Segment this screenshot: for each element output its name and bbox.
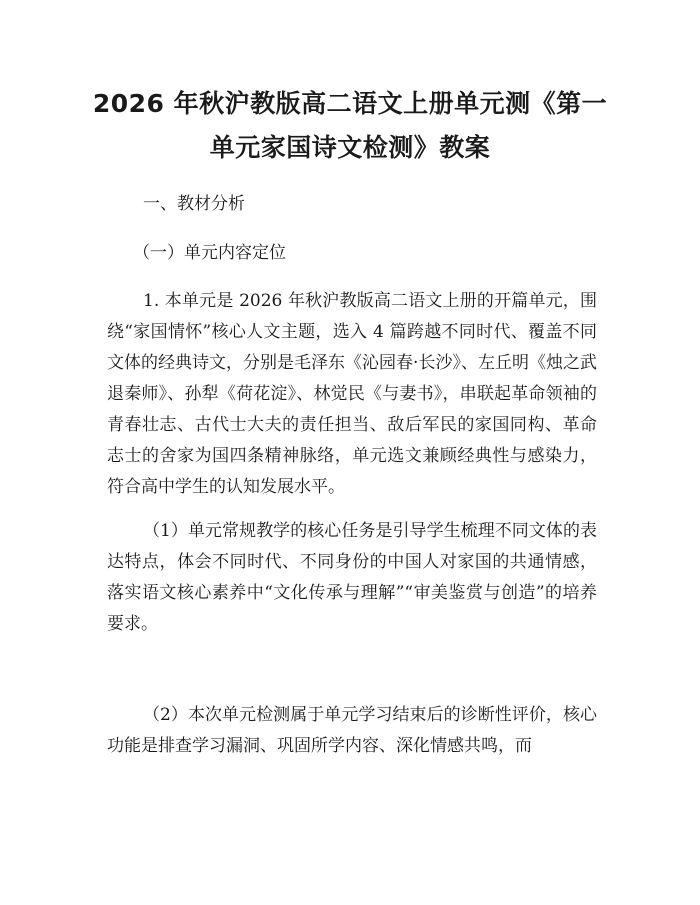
document-title-line-1: 2026 年秋沪教版高二语文上册单元测《第一 [92,89,608,118]
paragraph-unit-test: （2）本次单元检测属于单元学习结束后的诊断性评价，核心功能是排查学习漏洞、巩固所学内容、深化情感共鸣，而 [107,705,597,756]
document-title-line-2: 单元家国诗文检测》教案 [209,133,491,162]
subsection-heading: （一）单元内容定位 [133,243,286,263]
paragraph-teaching-task: （1）单元常规教学的核心任务是引导学生梳理不同文体的表达特点，体会不同时代、不同身份的中国人对家国的共通情感，落实语文核心素养中“文化传承与理解”“审美鉴赏与创造”的培养要求。 [107,521,597,634]
paragraph-unit-overview: 1. 本单元是 2026 年秋沪教版高二语文上册的开篇单元，围绕“家国情怀”核心人文主题，选入 4 篇跨越不同时代、覆盖不同文体的经典诗文，分别是毛泽东《沁园春·长沙》、左丘明《烛之武退秦师》、孙犁《荷花淀》、林觉民《与妻书》，串联起革命领袖的青春壮志、古代士大夫的责任担当、敌后军民的家国同构、革命志士的舍家为国四条精神脉络，单元选文兼顾经典性与感染力，符合高中学生的认知发展水平。 [107,291,597,497]
section-heading: 一、教材分析 [143,194,245,214]
